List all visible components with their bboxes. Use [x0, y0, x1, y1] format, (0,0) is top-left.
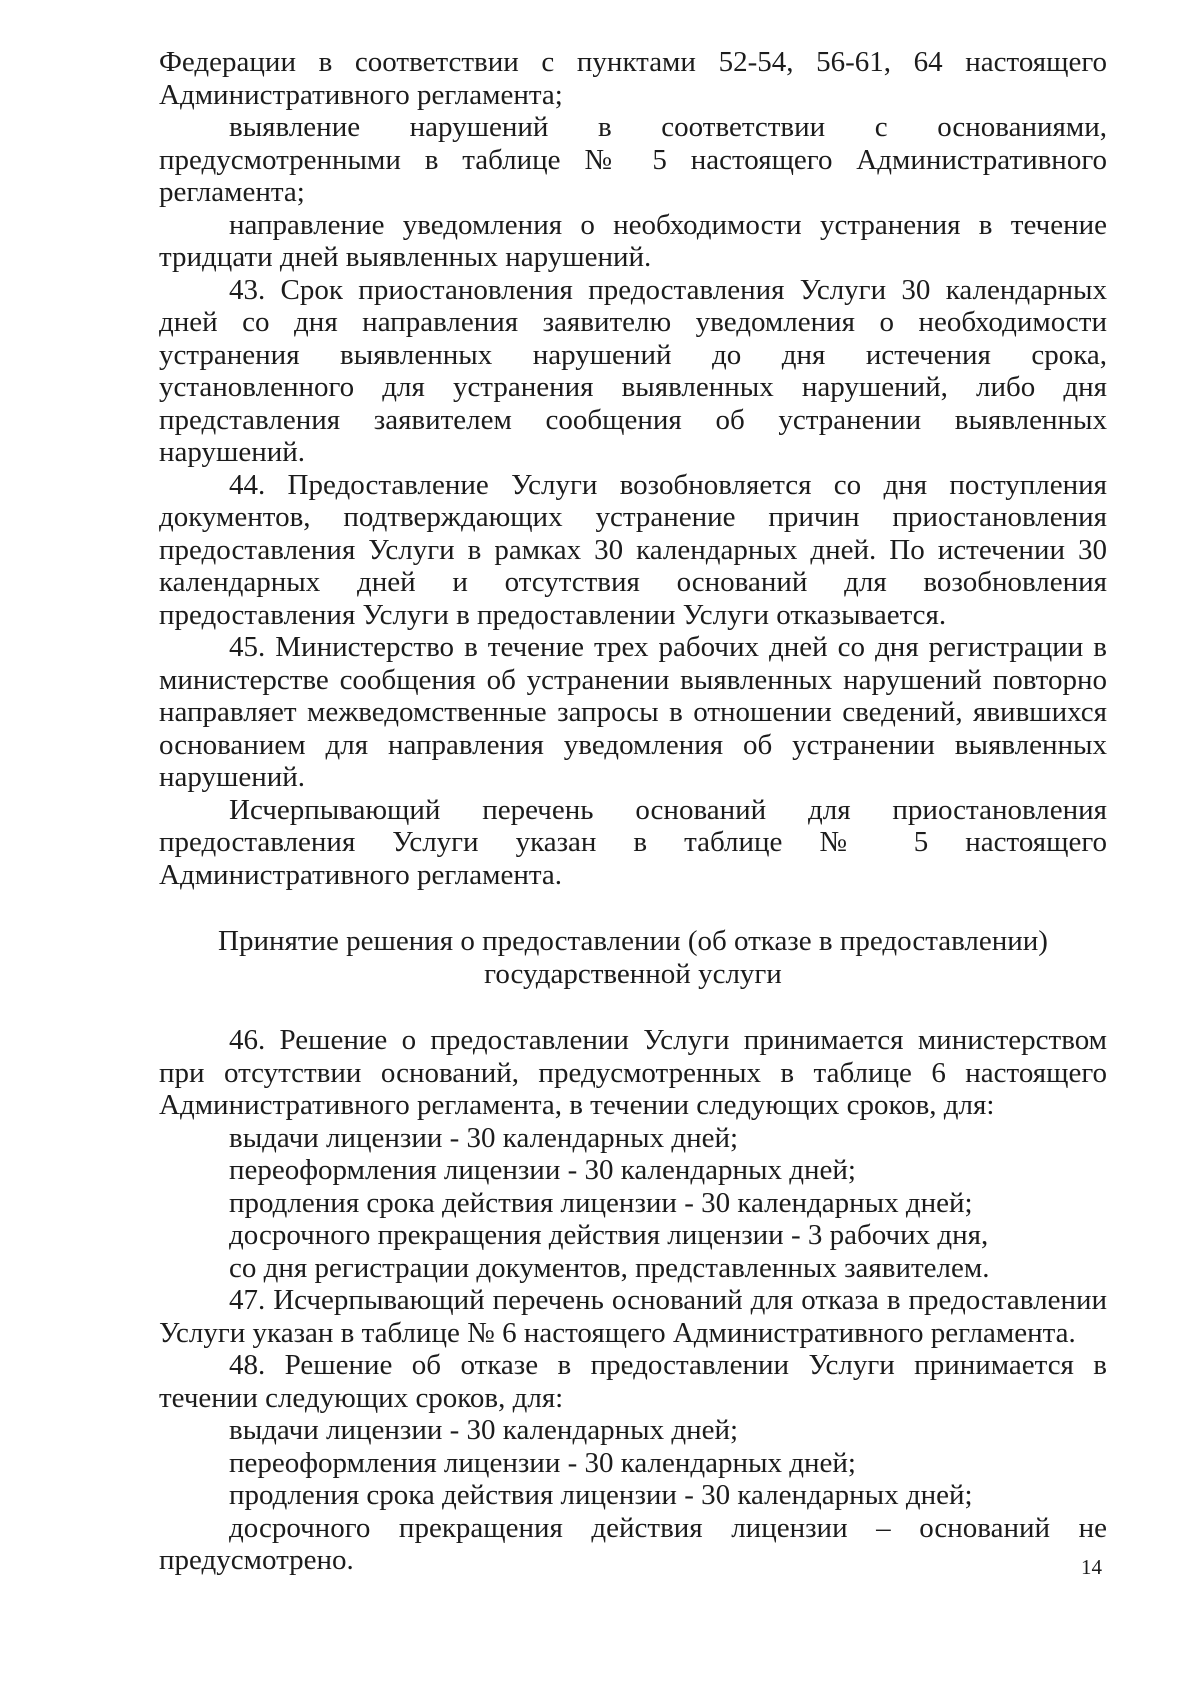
paragraph-suspension-grounds: Исчерпывающий перечень оснований для приостановления предоставления Услуги указан в таблице № 5 настоящего Административного регламента.	[159, 793, 1107, 891]
list-item: переоформления лицензии - 30 календарных дней;	[229, 1154, 856, 1186]
section-heading-line1: Принятие решения о предоставлении (об отказе в предоставлении)	[218, 925, 1048, 957]
paragraph-46: 46. Решение о предоставлении Услуги принимается министерством при отсутствии оснований, предусмотренных в таблице 6 настоящего Административного регламента, в течении следующих сроков, для:	[159, 1024, 1107, 1121]
section-heading-line2: государственной услуги	[484, 957, 782, 990]
list-item: выдачи лицензии - 30 календарных дней;	[229, 1414, 739, 1446]
paragraph-47: 47. Исчерпывающий перечень оснований для отказа в предоставлении Услуги указан в таблице № 6 настоящего Административного регламента.	[159, 1284, 1107, 1349]
paragraph-43: 43. Срок приостановления предоставления Услуги 30 календарных дней со дня направления заявителю уведомления о необходимости устранения выявленных нарушений до дня истечения срока, установленного для устранения выявленных нарушений, либо дня представления заявителем сообщения об устранении выявленных нарушений.	[159, 273, 1107, 468]
list-item: продления срока действия лицензии - 30 календарных дней;	[229, 1479, 973, 1511]
page-number: 14	[1081, 1555, 1102, 1579]
paragraph-44: 44. Предоставление Услуги возобновляется со дня поступления документов, подтверждающих устранение причин приостановления предоставления Услуги в рамках 30 календарных дней. По истечении 30 календарных дней и отсутствия оснований для возобновления предоставления Услуги в предоставлении Услуги отказывается.	[159, 468, 1107, 631]
list-item: со дня регистрации документов, представленных заявителем.	[229, 1251, 990, 1284]
list-item: досрочного прекращения действия лицензии - 3 рабочих дня,	[229, 1219, 989, 1251]
paragraph-48: 48. Решение об отказе в предоставлении Услуги принимается в течении следующих сроков, для:	[159, 1349, 1107, 1414]
document-page	[159, 46, 1107, 1577]
list-item: выдачи лицензии - 30 календарных дней;	[229, 1121, 739, 1154]
paragraph-48-early-termination: досрочного прекращения действия лицензии – оснований не предусмотрено.	[159, 1511, 1107, 1576]
list-item: переоформления лицензии - 30 календарных дней;	[229, 1446, 856, 1479]
paragraph-notification: направление уведомления о необходимости устранения в течение тридцати дней выявленных нарушений.	[159, 208, 1107, 273]
list-item: продления срока действия лицензии - 30 календарных дней;	[229, 1186, 973, 1219]
paragraph-violations: выявление нарушений в соответствии с основаниями, предусмотренными в таблице № 5 настоящего Административного регламента;	[159, 111, 1107, 208]
paragraph-45: 45. Министерство в течение трех рабочих дней со дня регистрации в министерстве сообщения об устранении выявленных нарушений повторно направляет межведомственные запросы в отношении сведений, явившихся основанием для направления уведомления об устранении выявленных нарушений.	[159, 631, 1107, 793]
section-heading	[159, 925, 1107, 990]
paragraph-continuation: Федерации в соответствии с пунктами 52-54, 56-61, 64 настоящего Административного регламента;	[159, 46, 1107, 111]
